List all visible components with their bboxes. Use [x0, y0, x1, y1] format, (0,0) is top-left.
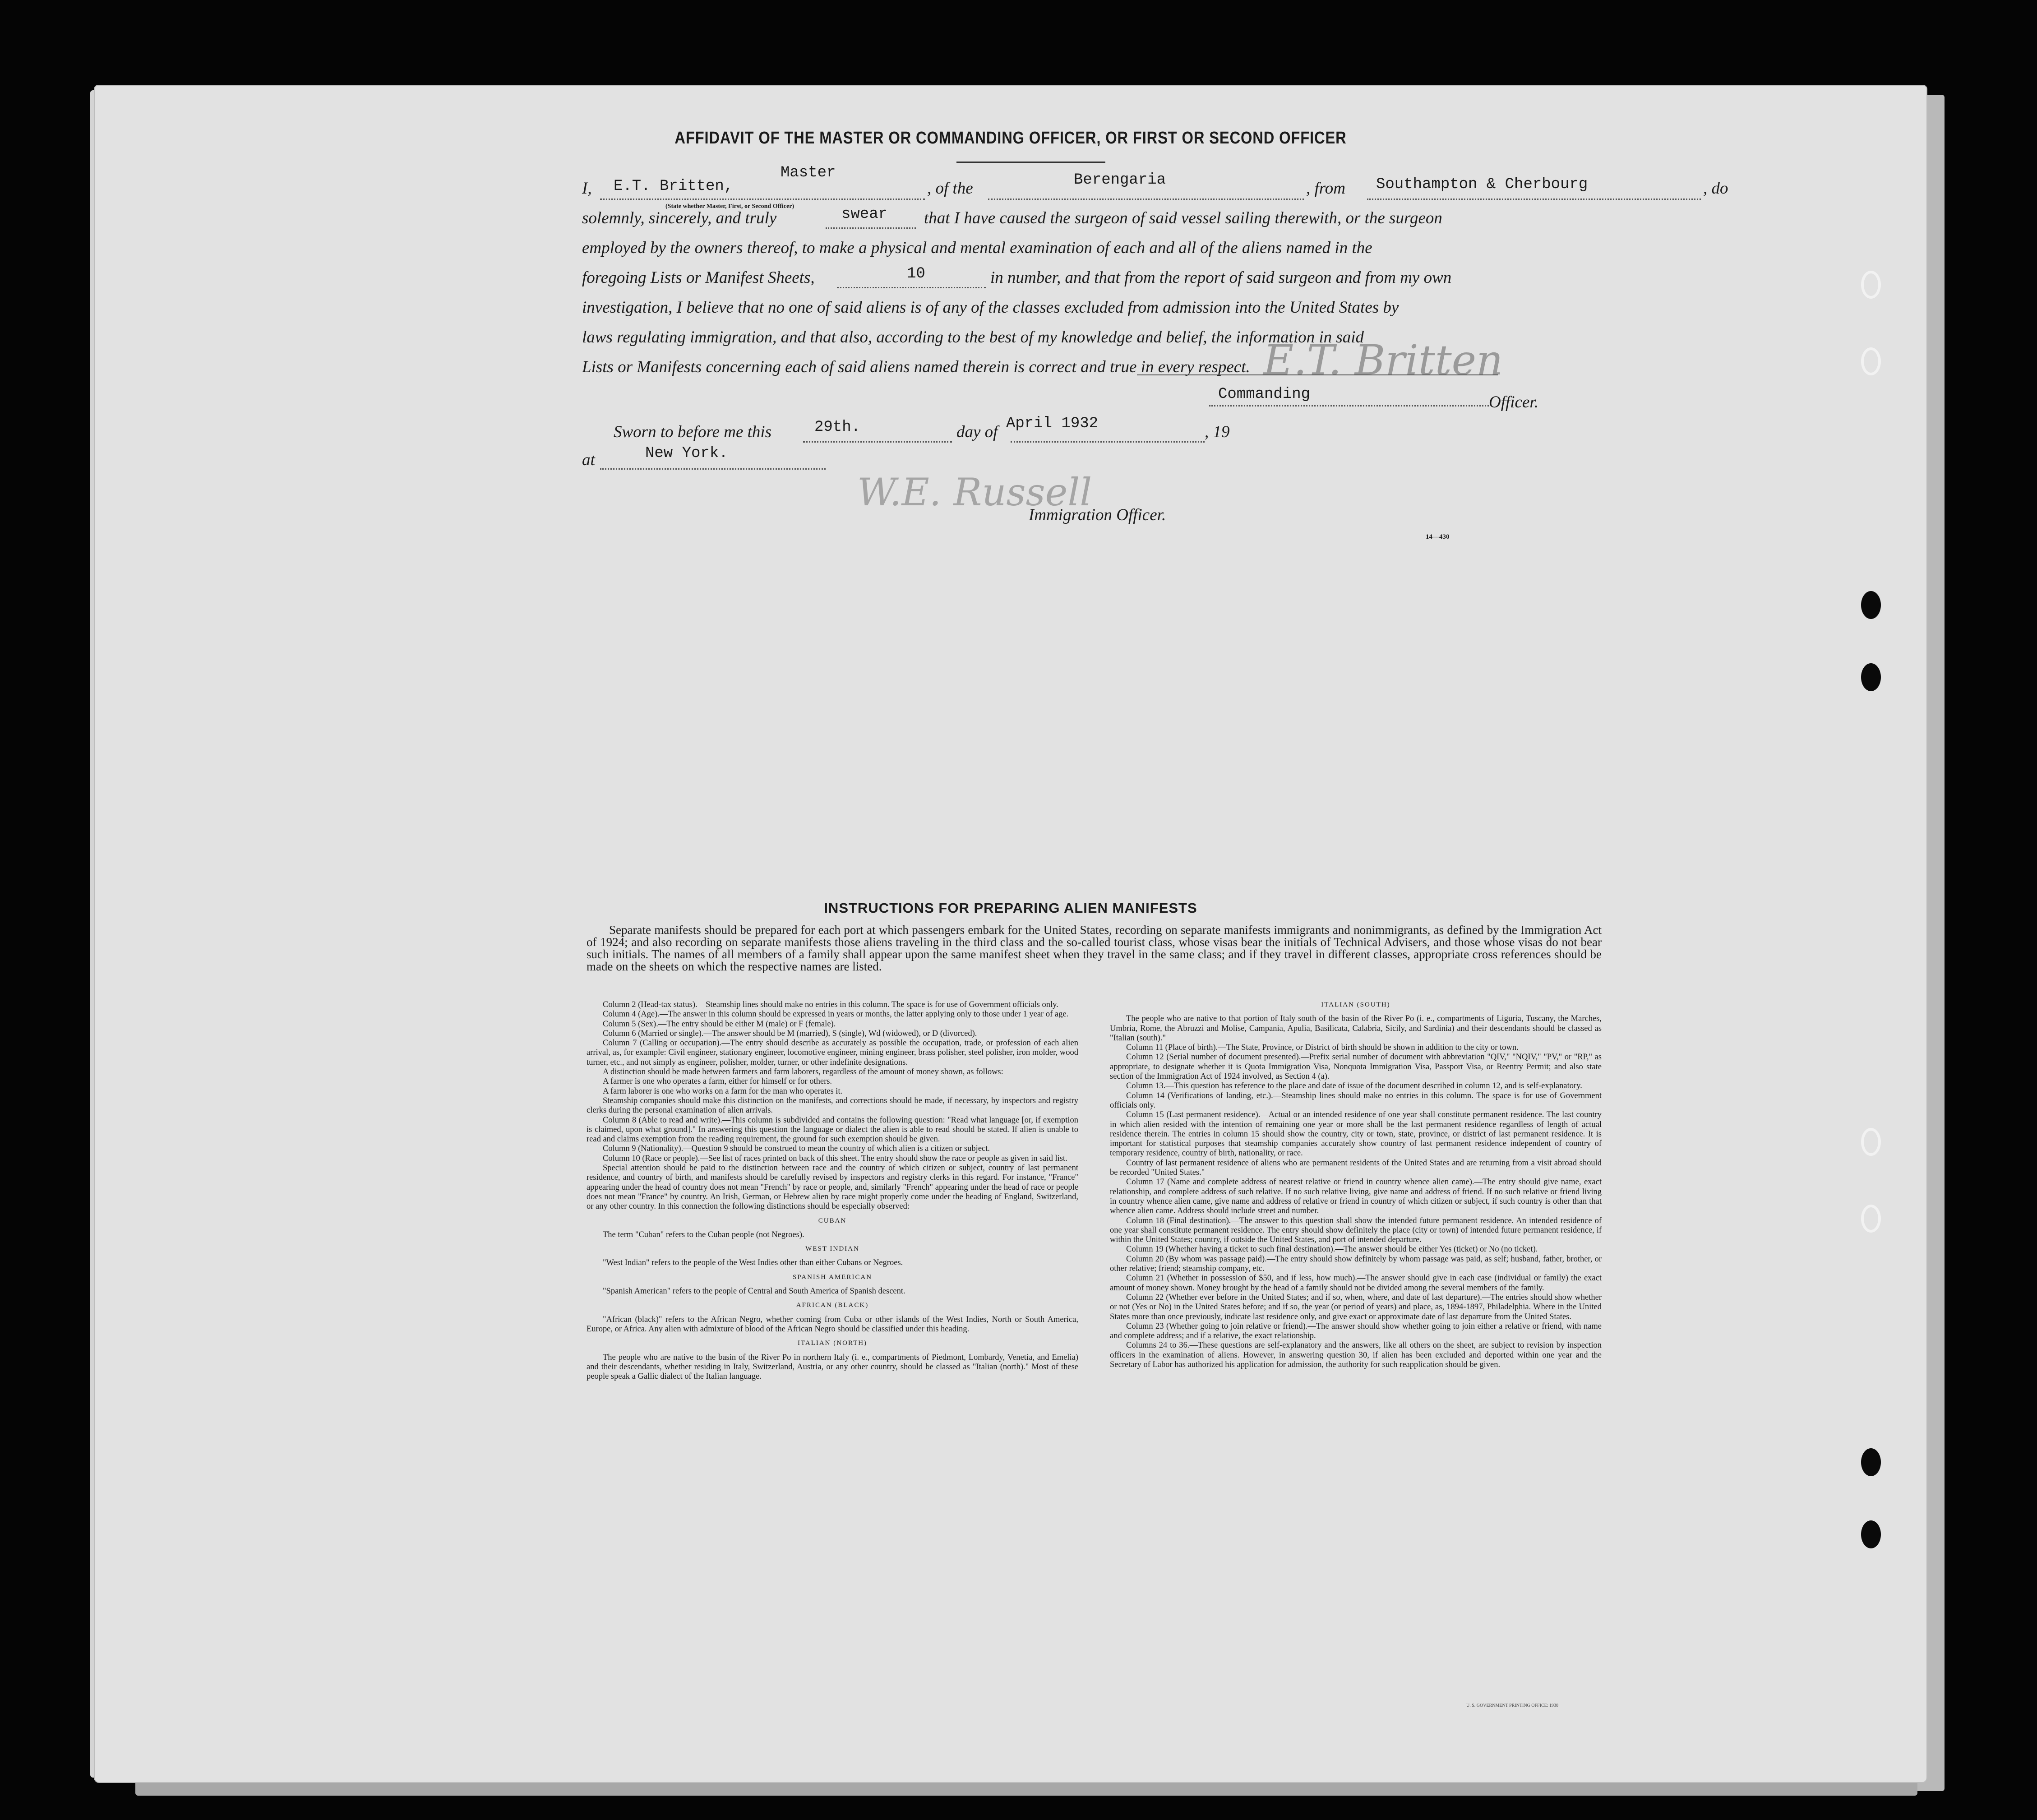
- us-residence-note: Country of last permanent residence of aliens who are permanent residents of the United States and are returning from a visit abroad should be recorded "United States.": [1110, 1158, 1602, 1178]
- heading-west-indian: WEST INDIAN: [805, 1245, 859, 1253]
- affidavit-line-2: solemnly, sincerely, and truly: [582, 209, 777, 227]
- italian-south-definition: The people who are native to that portion of Italy south of the basin of the River Po (i. e., compartments of Liguria, Tuscany, the Marches, Umbria, Rome, the Abruzzi and Molise, Campania, Apulia, Basilicata, Calabria, Sicily, and Sardinia) and their descendants should be classed as "Italian (south).": [1110, 1014, 1602, 1043]
- column-17-note: Column 17 (Name and complete address of nearest relative or friend in country whence alien came).—The entry should give name, exact relationship, and complete address of such relative. If no such relative living, give name and address of friend. If no such relative or friend living in country whence alien came, give name and address of relative or friend in country of which citizen or subject, if such country is other than that whence alien came. Address should include street and number.: [1110, 1178, 1602, 1216]
- oath-word: swear: [841, 206, 888, 223]
- punch-hole: [1861, 347, 1881, 375]
- columns-24-36-note: Columns 24 to 36.—These questions are self-explanatory and the answers, like all others on the sheet, are subject to revision by inspection officers in the examination of aliens. However, in answering question 30, if alien has been excluded and deported within one year and the Secretary of Labor has authorized his application for admission, the authority for such reapplication should be given.: [1110, 1341, 1602, 1369]
- immigration-officer-signature: W.E. Russell: [857, 470, 1092, 514]
- column-8-note: Column 8 (Able to read and write).—This column is subdivided and contains the following question: "Read what language [or, if exemption is claimed, upon what ground]." In answering this question the language or dialect the alien is able to read should be stated. If alien is unable to read and claims exemption from the reading requirement, the ground for such exemption should be given.: [587, 1115, 1078, 1144]
- punch-hole: [1861, 271, 1881, 299]
- column-12-note: Column 12 (Serial number of document presented).—Prefix serial number of document with abbreviation "QIV," "NQIV," "PV," or "RP," as appropriate, to designate whether it is Quota Immigration Visa, Nonquota Immigration Visa, Passport Visa, or Reentry Permit; and also state section of the Immigration Act of 1924 involved, as Section 4 (a).: [1110, 1053, 1602, 1081]
- column-20-note: Column 20 (By whom was passage paid).—The entry should show definitely by whom passage was paid, as self; husband, father, brother, or other relative; friend; steamship company, etc.: [1110, 1254, 1602, 1274]
- officer-word: Officer.: [1489, 393, 1538, 411]
- column-9-note: Column 9 (Nationality).—Question 9 should be construed to mean the country of which alien is a citizen or subject.: [603, 1144, 990, 1154]
- affidavit-title: AFFIDAVIT OF THE MASTER OR COMMANDING OFFICER, OR FIRST OR SECOND OFFICER: [674, 129, 1347, 148]
- punch-hole: [1861, 1448, 1881, 1476]
- affidavit-line-2b: that I have caused the surgeon of said vessel sailing therewith, or the surgeon: [924, 209, 1442, 227]
- column-7-note: Column 7 (Calling or occupation).—The entry should describe as accurately as possible the occupation, trade, or profession of each alien arrival, as, for example: Civil engineer, stationary engineer, locomotive engineer, mining engineer, brass polisher, steel polisher, iron molder, wood turner, etc., and not simply as engineer, polisher, molder, turner, or other indefinite designations.: [587, 1039, 1078, 1067]
- column-11-note: Column 11 (Place of birth).—The State, Province, or District of birth should be shown in addition to the city or town.: [1126, 1043, 1519, 1053]
- italian-north-definition: The people who are native to the basin of the River Po in northern Italy (i. e., compartments of Piedmont, Lombardy, Venetia, and Emelia) and their descendants, whether residing in Italy, Switzerland, Austria, or any other country, should be classed as "Italian (north)." Most of these people speak a Gallic dialect of the Italian language.: [587, 1353, 1078, 1381]
- affidavit-line-1-from: , from: [1306, 179, 1346, 198]
- column-22-note: Column 22 (Whether ever before in the United States; and if so, when, where, and date of last departure).—The entries should show whether or not (Yes or No) in the United States before; and if so, the year (or period of years) and place, as, 1894-1897, Philadelphia. Where in the United States more than once previously, indicate last residence only, and give exact or approximate date of last departure from the United States.: [1110, 1293, 1602, 1321]
- instructions-title: INSTRUCTIONS FOR PREPARING ALIEN MANIFESTS: [824, 900, 1197, 916]
- officer-rank: Master: [781, 164, 836, 181]
- instructions-intro: Separate manifests should be prepared for each port at which passengers embark for the United States, recording on separate manifests immigrants and nonimmigrants, as defined by the Immigration Act of 1924; and also recording on separate manifests those aliens traveling in the third class and the so-called tourist class, whose visas bear the initials of Technical Advisers, and those whose visas do not bear such initials. The names of all members of a family shall appear upon the same manifest sheet when they travel in the same class; and if they travel in different classes, appropriate cross references should be made on the sheets on which the respective names are listed.: [587, 923, 1602, 973]
- affidavit-line-1-do: , do: [1703, 179, 1728, 198]
- punch-hole: [1861, 1205, 1881, 1233]
- column-23-note: Column 23 (Whether going to join relative or friend).—The answer should show whether going to join either a relative or friend, with name and complete address; and if a relative, the exact relationship.: [1110, 1321, 1602, 1341]
- column-5-note: Column 5 (Sex).—The entry should be either M (male) or F (female).: [603, 1019, 836, 1029]
- affidavit-line-7: Lists or Manifests concerning each of said aliens named therein is correct and true in every respect.: [582, 358, 1250, 376]
- african-black-definition: "African (black)" refers to the African Negro, whether coming from Cuba or other islands of the West Indies, North or South America, Europe, or Africa. Any alien with admixture of blood of the African Negro should be classified under this heading.: [587, 1315, 1078, 1334]
- rank-note: (State whether Master, First, or Second Officer): [665, 203, 794, 210]
- place-blank: [600, 468, 826, 470]
- sheet-count: 10: [907, 265, 925, 282]
- immigration-officer-label: Immigration Officer.: [1029, 506, 1166, 524]
- column-10-note: Column 10 (Race or people).—See list of races printed on back of this sheet. The entry should show the race or people as given in said list.: [603, 1154, 1067, 1163]
- officer-name-blank: [600, 199, 925, 200]
- sheet-count-blank: [837, 287, 986, 288]
- column-6-note: Column 6 (Married or single).—The answer should be M (married), S (single), Wd (widowed), or D (divorced).: [603, 1029, 977, 1038]
- column-18-note: Column 18 (Final destination).—The answer to this question shall show the intended future permanent residence. An intended residence of one year shall constitute permanent residence. The entry should show definitely the place (city or town) of intended future permanent residence, if within the United States; country, if outside the United States, and port of intended departure.: [1110, 1216, 1602, 1245]
- sworn-year-prefix: , 19: [1205, 423, 1230, 441]
- affidavit-line-4a: foregoing Lists or Manifest Sheets,: [582, 268, 815, 287]
- ports-of-departure: Southampton & Cherbourg: [1376, 176, 1588, 193]
- heading-italian-south: ITALIAN (SOUTH): [1321, 1001, 1390, 1008]
- affidavit-line-3: employed by the owners thereof, to make a physical and mental examination of each and all of the aliens named in the: [582, 239, 1372, 257]
- punch-hole: [1861, 663, 1881, 691]
- affidavit-line-1-of-the: , of the: [927, 179, 973, 198]
- column-14-note: Column 14 (Verifications of landing, etc.).—Steamship lines should make no entries in this column. The space is for use of Government officials only.: [1110, 1091, 1602, 1110]
- punch-hole: [1861, 591, 1881, 619]
- column-15-note: Column 15 (Last permanent residence).—Actual or an intended residence of one year shall constitute permanent residence. The last country in which alien resided with the intention of remaining one year or more shall be the last permanent residence regardless of length of actual residence therein. The entries in column 15 should show the country, city or town, state, province, or district of last permanent residence. It is important for statistical purposes that steamship companies accurately show country of last permanent residence independent of country of temporary residence, country of birth, nationality, or race.: [1110, 1110, 1602, 1158]
- heading-african-black: AFRICAN (BLACK): [796, 1302, 869, 1309]
- column-21-note: Column 21 (Whether in possession of $50, and if less, how much).—The answer should give in each case (individual or family) the exact amount of money shown. Money brought by the head of a family should not be divided among the several members of the family.: [1110, 1274, 1602, 1293]
- west-indian-definition: "West Indian" refers to the people of the West Indies other than either Cubans or Negroes.: [603, 1258, 903, 1268]
- sworn-month: April 1932: [1006, 415, 1099, 432]
- printing-office-imprint: U. S. GOVERNMENT PRINTING OFFICE: 1930: [1466, 1703, 1558, 1708]
- cuban-definition: The term "Cuban" refers to the Cuban people (not Negroes).: [603, 1230, 804, 1239]
- sworn-month-blank: [1011, 441, 1205, 443]
- column-13-note: Column 13.—This question has reference to the place and date of issue of the document described in column 12, and is self-explanatory.: [1126, 1081, 1582, 1091]
- commanding-label: Commanding: [1218, 386, 1311, 403]
- ports-blank: [1367, 199, 1701, 200]
- officer-name: E.T. Britten,: [614, 178, 734, 195]
- master-signature: E.T. Britten: [1263, 336, 1503, 384]
- punch-hole: [1861, 1128, 1881, 1156]
- affidavit-line-5: investigation, I believe that no one of said aliens is of any of the classes excluded from admission into the United States by: [582, 298, 1399, 317]
- sworn-day-blank: [803, 441, 952, 443]
- officer-title-blank: [1209, 405, 1489, 406]
- sworn-place: New York.: [645, 445, 728, 462]
- sworn-day: 29th.: [814, 419, 861, 436]
- farmer-distinction: A distinction should be made between farmers and farm laborers, regardless of the amount of money shown, as follows:: [603, 1067, 1003, 1077]
- instructions-left-column: [587, 1000, 1078, 1381]
- form-number: 14—430: [1426, 533, 1450, 540]
- sworn-day-of: day of: [956, 423, 998, 441]
- vessel-blank: [988, 199, 1304, 200]
- heading-cuban: CUBAN: [818, 1217, 847, 1224]
- oath-blank: [826, 227, 916, 229]
- manifest-page: [95, 86, 1926, 1782]
- column-4-note: Column 4 (Age).—The answer in this column should be expressed in years or months, the latter applying only to those under 1 year of age.: [603, 1010, 1069, 1019]
- column-2-note: Column 2 (Head-tax status).—Steamship lines should make no entries in this column. The space is for use of Government officials only.: [603, 1000, 1058, 1009]
- affidavit-line-6: laws regulating immigration, and that also, according to the best of my knowledge and belief, the information in said: [582, 328, 1364, 346]
- affidavit-line-1-i: I,: [582, 179, 592, 198]
- heading-spanish-american: SPANISH AMERICAN: [792, 1273, 873, 1281]
- at-word: at: [582, 451, 595, 469]
- steamship-distinction: Steamship companies should make this distinction on the manifests, and corrections should be made, if necessary, by inspectors and registry clerks during the personal examination of alien arrivals.: [587, 1096, 1078, 1115]
- sworn-text: Sworn to before me this: [614, 423, 772, 441]
- column-19-note: Column 19 (Whether having a ticket to such final destination).—The answer should be either Yes (ticket) or No (no ticket).: [1126, 1245, 1538, 1254]
- signature-line: [1137, 374, 1498, 375]
- punch-hole: [1861, 1520, 1881, 1548]
- heading-italian-north: ITALIAN (NORTH): [797, 1340, 868, 1347]
- race-distinction-note: Special attention should be paid to the distinction between race and the country of which citizen or subject, country of last permanent residence, and country of birth, and manifests should be carefully revised by inspectors and registry clerks in this regard. For instance, "France" appearing under the head of country does not mean "French" by race or people, and, similarly "French" appearing under the head of race or people does not mean "France" by country. An Irish, German, or Hebrew alien by race might properly come under the heading of England, Switzerland, or any other country. In this connection the following distinctions should be especially observed:: [587, 1164, 1078, 1211]
- title-rule: [956, 162, 1105, 163]
- instructions-right-column: [1110, 1000, 1602, 1370]
- affidavit-line-4b: in number, and that from the report of said surgeon and from my own: [990, 268, 1452, 287]
- farmer-definition: A farmer is one who operates a farm, either for himself or for others.: [603, 1077, 832, 1086]
- vessel-name: Berengaria: [1074, 171, 1166, 189]
- spanish-american-definition: "Spanish American" refers to the people of Central and South America of Spanish descent.: [603, 1287, 905, 1296]
- farm-laborer-definition: A farm laborer is one who works on a farm for the man who operates it.: [603, 1086, 843, 1096]
